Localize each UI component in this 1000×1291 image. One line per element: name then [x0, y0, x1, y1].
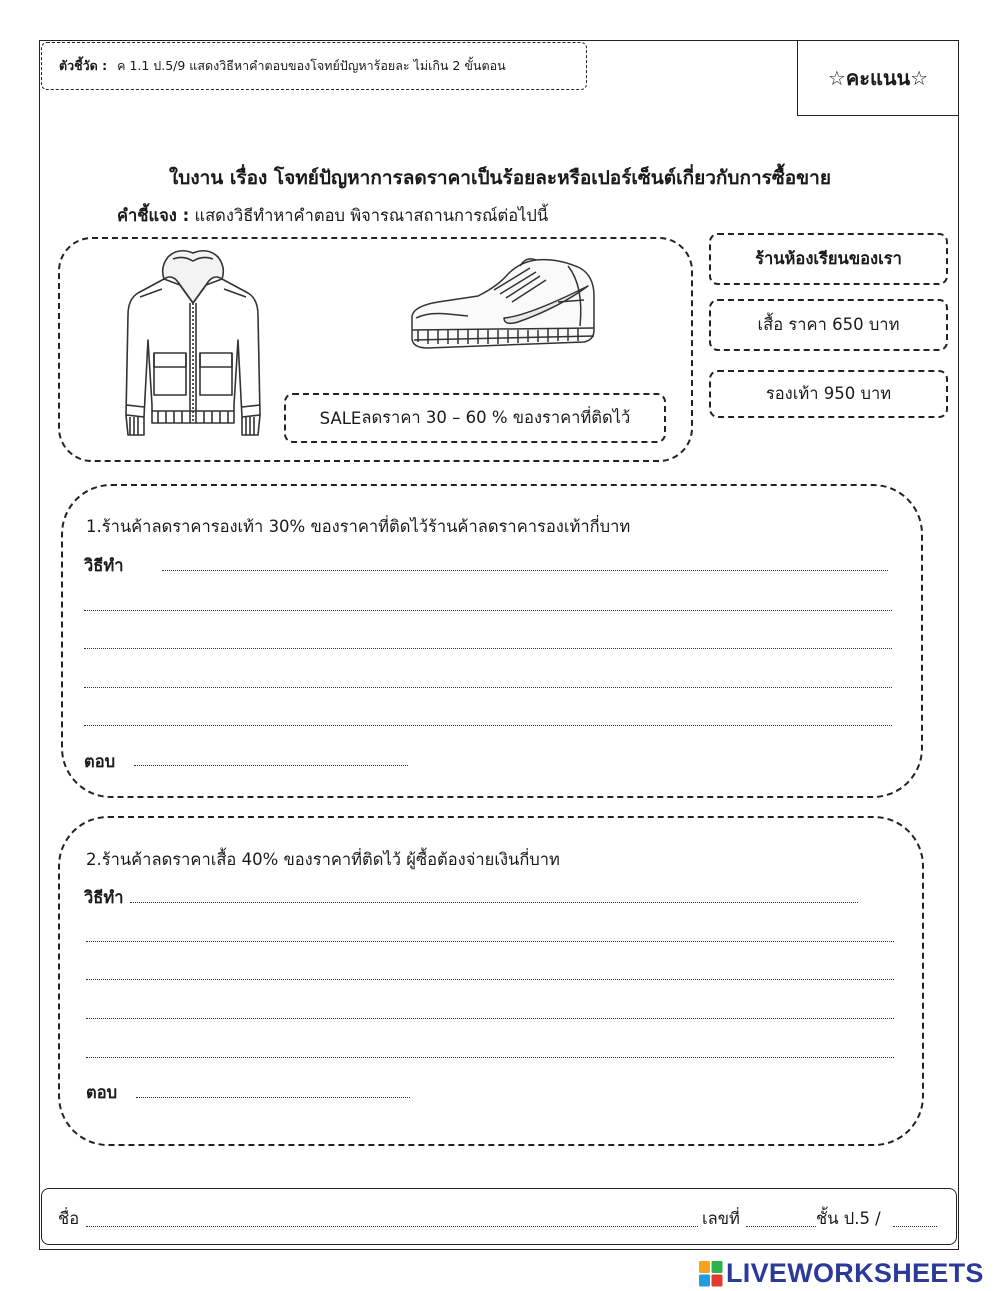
liveworksheets-logo[interactable]	[699, 1258, 984, 1289]
question2-method-label: วิธีทำ	[84, 888, 124, 907]
instruction-text: แสดงวิธีทำหาคำตอบ พิจารณาสถานการณ์ต่อไปนี้	[189, 206, 549, 225]
question2-work-line[interactable]	[86, 1057, 894, 1058]
question1-answer-label: ตอบ	[84, 752, 116, 771]
sale-text: ลดราคา 30 – 60 % ของราคาที่ติดไว้	[361, 408, 631, 427]
class-label: ชั้น ป.5 /	[816, 1209, 881, 1228]
class-line[interactable]	[893, 1226, 937, 1227]
question2-work-line[interactable]	[86, 1018, 894, 1019]
question2-method-line[interactable]	[130, 902, 858, 903]
indicator-label: ตัวชี้วัด :	[59, 58, 108, 73]
shoe-price-box	[709, 370, 948, 418]
number-label: เลขที่	[702, 1209, 740, 1228]
indicator-text: ค 1.1 ป.5/9 แสดงวิธีหาคำตอบของโจทย์ปัญหาร้อยละ ไม่เกิน 2 ขั้นตอน	[117, 58, 506, 73]
shop-title-box	[709, 233, 948, 285]
liveworksheets-logo-icon	[699, 1261, 723, 1287]
name-line[interactable]	[86, 1226, 698, 1227]
name-label: ชื่อ	[58, 1209, 80, 1228]
worksheet-title: ใบงาน เรื่อง โจทย์ปัญหาการลดราคาเป็นร้อยละหรือเปอร์เซ็นต์เกี่ยวกับการซื้อขาย	[169, 167, 831, 189]
question1-work-line[interactable]	[84, 725, 892, 726]
shoe-price: รองเท้า 950 บาท	[765, 384, 892, 403]
question1-work-line[interactable]	[84, 687, 892, 688]
shop-title: ร้านห้องเรียนของเรา	[755, 249, 902, 268]
question2-work-line[interactable]	[86, 979, 894, 980]
sale-prefix: SALE	[319, 408, 362, 428]
shirt-price: เสื้อ ราคา 650 บาท	[757, 315, 900, 334]
shoe-illustration	[408, 256, 600, 358]
sale-box	[284, 393, 666, 443]
liveworksheets-logo-text: LIVEWORKSHEETS	[726, 1258, 984, 1288]
question1-text: 1.ร้านค้าลดราคารองเท้า 30% ของราคาที่ติดไว้ร้านค้าลดราคารองเท้ากี่บาท	[86, 517, 631, 536]
score-label: ☆คะแนน☆	[827, 66, 929, 90]
question1-method-line[interactable]	[162, 570, 888, 571]
question1-method-label: วิธีทำ	[84, 556, 124, 575]
indicator-box	[41, 42, 587, 90]
instruction-label: คำชี้แจง :	[117, 206, 190, 225]
question2-text: 2.ร้านค้าลดราคาเสื้อ 40% ของราคาที่ติดไว้ ผู้ซื้อต้องจ่ายเงินกี่บาท	[86, 850, 560, 869]
instruction	[117, 203, 548, 229]
number-line[interactable]	[746, 1226, 816, 1227]
shirt-price-box	[709, 299, 948, 351]
score-box	[797, 40, 959, 116]
question1-work-line[interactable]	[84, 648, 892, 649]
question1-answer-line[interactable]	[134, 765, 408, 766]
question1-work-line[interactable]	[84, 610, 892, 611]
question2-answer-line[interactable]	[136, 1097, 410, 1098]
question2-work-line[interactable]	[86, 941, 894, 942]
jacket-illustration	[118, 245, 268, 443]
question2-answer-label: ตอบ	[86, 1083, 118, 1102]
